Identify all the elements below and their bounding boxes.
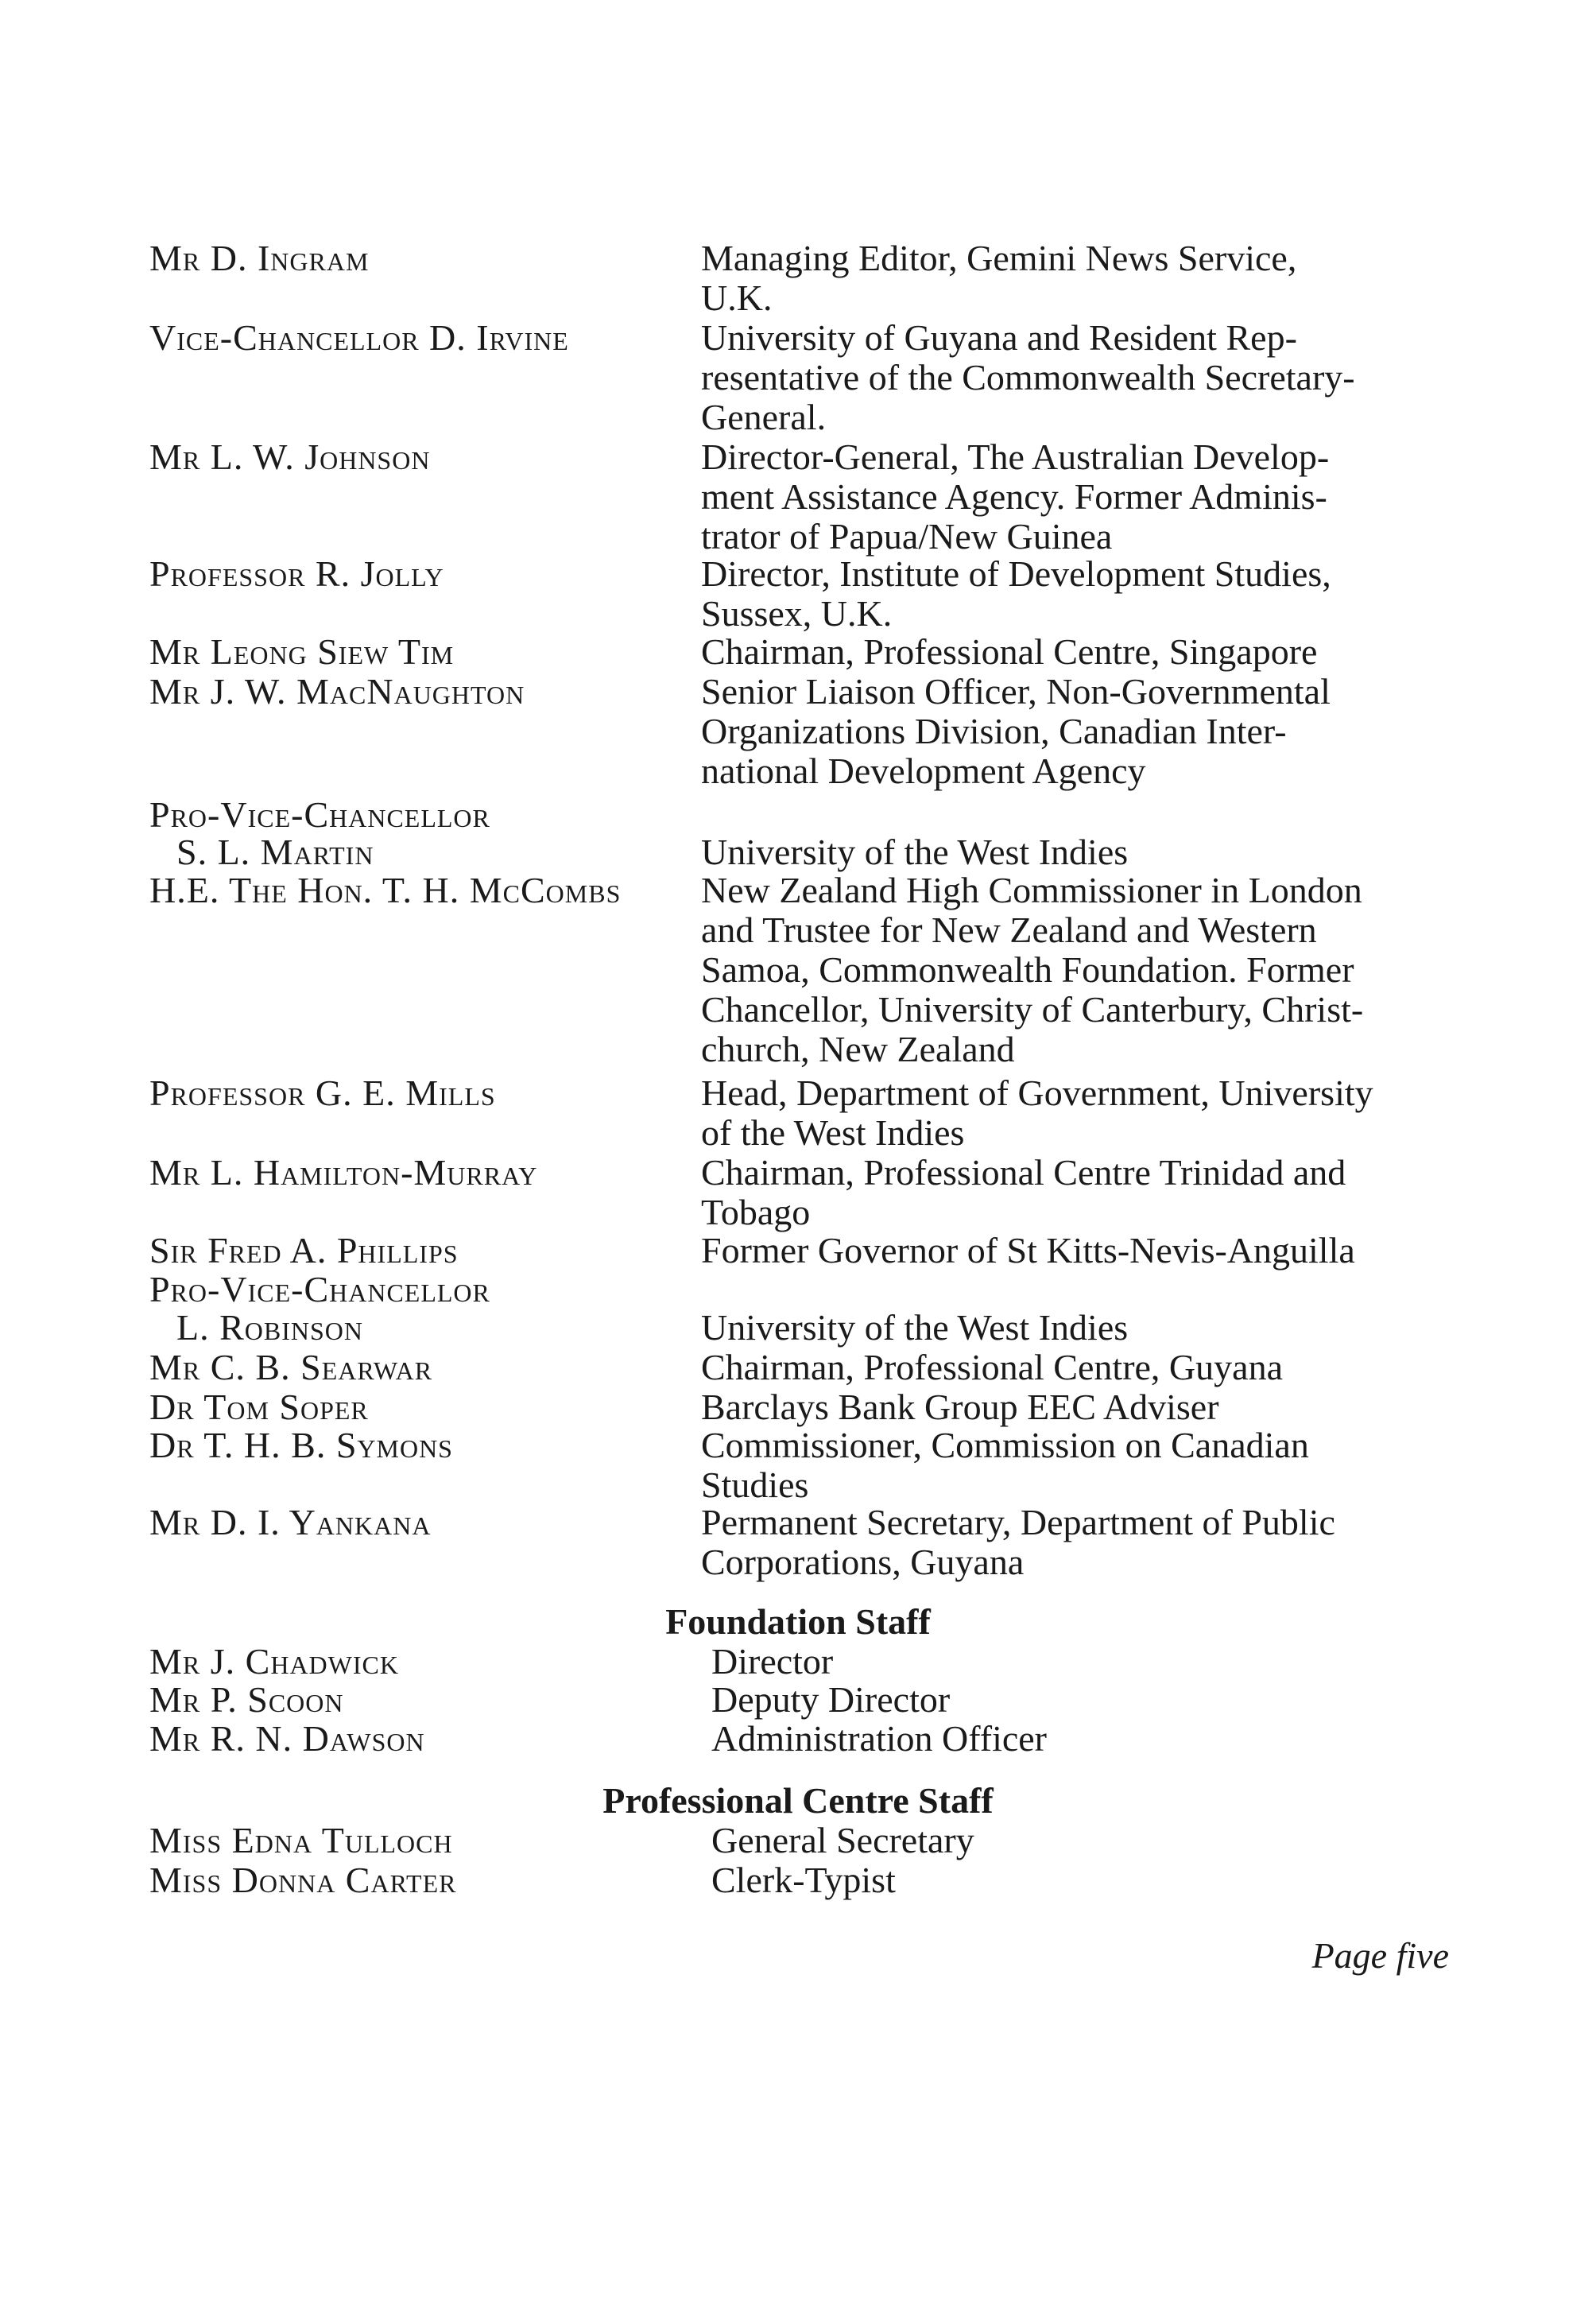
member-description: Commissioner, Commission on Canadian Studies <box>701 1425 1309 1505</box>
member-description: Chairman, Professional Centre Trinidad and Tobago <box>701 1152 1346 1232</box>
member-name: S. L. Martin <box>176 832 374 872</box>
staff-name: Mr P. Scoon <box>149 1679 344 1720</box>
member-name: Vice-Chancellor D. Irvine <box>149 317 569 358</box>
member-description: University of the West Indies <box>701 1307 1129 1348</box>
professional-centre-staff-heading: Professional Centre Staff <box>602 1780 994 1821</box>
member-description: Managing Editor, Gemini News Service, U.K. <box>701 238 1297 318</box>
staff-name: Miss Edna Tulloch <box>149 1820 453 1860</box>
member-name: H.E. The Hon. T. H. McCombs <box>149 870 622 910</box>
member-description: University of the West Indies <box>701 832 1129 872</box>
staff-name: Mr R. N. Dawson <box>149 1718 425 1759</box>
member-name: Professor R. Jolly <box>149 553 444 594</box>
member-name: Professor G. E. Mills <box>149 1073 496 1113</box>
member-name: Dr Tom Soper <box>149 1387 369 1427</box>
member-description: Director, Institute of Development Studies, Sussex, U.K. <box>701 553 1331 634</box>
member-name: Mr J. W. MacNaughton <box>149 671 525 712</box>
member-description: Chairman, Professional Centre, Guyana <box>701 1347 1283 1387</box>
member-name: Dr T. H. B. Symons <box>149 1425 453 1465</box>
staff-role: Clerk-Typist <box>711 1860 896 1900</box>
member-description: Director-General, The Australian Develop- ment Assistance Agency. Former Adminis- trator of Papua/New Guinea <box>701 436 1330 557</box>
member-name: Mr L. W. Johnson <box>149 436 431 477</box>
page-number: Page five <box>1311 1935 1449 1976</box>
staff-name: Miss Donna Carter <box>149 1860 457 1900</box>
staff-role: Director <box>711 1641 834 1682</box>
staff-role: Deputy Director <box>711 1679 951 1720</box>
member-description: New Zealand High Commissioner in London and Trustee for New Zealand and Western Samoa, Commonwealth Foundation. Former Chancellor, University of Canterbury, Christ- church, New Zealand <box>701 870 1364 1069</box>
member-description: Permanent Secretary, Department of Public Corporations, Guyana <box>701 1502 1335 1582</box>
member-name: Mr Leong Siew Tim <box>149 631 455 672</box>
member-name: Mr C. B. Searwar <box>149 1347 433 1387</box>
member-name: Pro-Vice-Chancellor <box>149 1269 490 1309</box>
member-description: Barclays Bank Group EEC Adviser <box>701 1387 1219 1427</box>
member-name: Mr L. Hamilton-Murray <box>149 1152 538 1193</box>
staff-role: General Secretary <box>711 1820 974 1860</box>
member-name: Pro-Vice-Chancellor <box>149 794 490 835</box>
member-name: Mr D. Ingram <box>149 238 370 278</box>
member-description: University of Guyana and Resident Rep- resentative of the Commonwealth Secretary- General. <box>701 317 1355 437</box>
member-name: L. Robinson <box>176 1307 364 1348</box>
staff-role: Administration Officer <box>711 1718 1047 1759</box>
staff-name: Mr J. Chadwick <box>149 1641 399 1682</box>
member-description: Chairman, Professional Centre, Singapore <box>701 631 1318 672</box>
foundation-staff-heading: Foundation Staff <box>665 1601 931 1642</box>
member-name: Sir Fred A. Phillips <box>149 1230 459 1271</box>
member-description: Former Governor of St Kitts-Nevis-Anguilla <box>701 1230 1355 1271</box>
member-description: Senior Liaison Officer, Non-Governmental Organizations Division, Canadian Inter- national Development Agency <box>701 671 1331 791</box>
member-name: Mr D. I. Yankana <box>149 1502 432 1542</box>
member-description: Head, Department of Government, University of the West Indies <box>701 1073 1373 1153</box>
